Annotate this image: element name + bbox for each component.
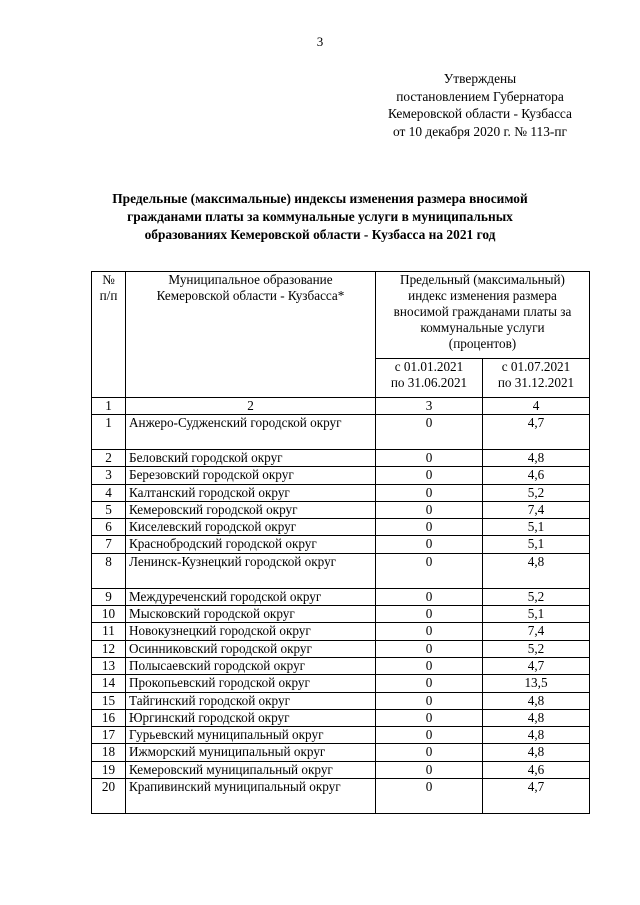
index-value-h2: 5,2	[483, 640, 590, 657]
header-municipality-line: Муниципальное образование	[168, 272, 333, 287]
table-row	[92, 761, 590, 778]
municipality-name: Кемеровский городской округ	[126, 501, 376, 518]
column-number: 1	[92, 398, 126, 415]
index-value-h2: 4,8	[483, 553, 590, 588]
table-row	[92, 709, 590, 726]
index-value-h2: 13,5	[483, 675, 590, 692]
index-value-h1: 0	[376, 467, 483, 484]
column-number: 2	[126, 398, 376, 415]
header-index-line: (процентов)	[448, 336, 517, 351]
municipality-name: Ленинск-Кузнецкий городской округ	[126, 553, 376, 588]
row-number: 14	[92, 675, 126, 692]
municipality-name: Междуреченский городской округ	[126, 588, 376, 605]
row-number: 18	[92, 744, 126, 761]
index-value-h1: 0	[376, 415, 483, 450]
table-row	[92, 606, 590, 623]
index-value-h2: 4,6	[483, 761, 590, 778]
table-row	[92, 553, 590, 588]
table-row	[92, 640, 590, 657]
header-period-line: с 01.07.2021	[501, 359, 571, 374]
row-number: 19	[92, 761, 126, 778]
municipality-name: Осинниковский городской округ	[126, 640, 376, 657]
municipality-name: Анжеро-Судженский городской округ	[126, 415, 376, 450]
row-number: 15	[92, 692, 126, 709]
municipality-name: Киселевский городской округ	[126, 519, 376, 536]
index-value-h1: 0	[376, 709, 483, 726]
header-row	[92, 272, 590, 359]
header-index-line: Предельный (максимальный)	[400, 272, 565, 287]
municipality-name: Березовский городской округ	[126, 467, 376, 484]
index-value-h2: 5,1	[483, 536, 590, 553]
index-value-h1: 0	[376, 623, 483, 640]
municipality-name: Прокопьевский городской округ	[126, 675, 376, 692]
index-value-h2: 7,4	[483, 623, 590, 640]
municipality-name: Краснобродский городской округ	[126, 536, 376, 553]
index-value-h2: 5,2	[483, 484, 590, 501]
municipality-name: Кемеровский муниципальный округ	[126, 761, 376, 778]
index-value-h2: 5,1	[483, 519, 590, 536]
header-period-1	[376, 359, 483, 398]
table-row	[92, 519, 590, 536]
header-index-line: индекс изменения размера	[408, 288, 557, 303]
municipality-name: Гурьевский муниципальный округ	[126, 727, 376, 744]
row-number: 6	[92, 519, 126, 536]
municipality-name: Мысковский городской округ	[126, 606, 376, 623]
row-number: 2	[92, 450, 126, 467]
index-value-h1: 0	[376, 450, 483, 467]
index-value-h1: 0	[376, 484, 483, 501]
table-row	[92, 727, 590, 744]
table-row	[92, 675, 590, 692]
row-number: 7	[92, 536, 126, 553]
municipality-name: Крапивинский муниципальный округ	[126, 779, 376, 814]
header-period-line: с 01.01.2021	[394, 359, 464, 374]
row-number: 11	[92, 623, 126, 640]
municipality-name: Беловский городской округ	[126, 450, 376, 467]
row-number: 8	[92, 553, 126, 588]
header-municipality-line: Кемеровской области - Кузбасса*	[156, 288, 345, 303]
row-number: 16	[92, 709, 126, 726]
row-number: 10	[92, 606, 126, 623]
row-number: 9	[92, 588, 126, 605]
table-row	[92, 588, 590, 605]
approval-line: постановлением Губернатора	[396, 88, 564, 104]
table-row	[92, 467, 590, 484]
title-line: гражданами платы за коммунальные услуги в муниципальных	[127, 209, 513, 224]
index-table	[91, 271, 590, 814]
row-number: 5	[92, 501, 126, 518]
index-value-h1: 0	[376, 657, 483, 674]
index-value-h1: 0	[376, 727, 483, 744]
municipality-name: Калтанский городской округ	[126, 484, 376, 501]
index-value-h2: 7,4	[483, 501, 590, 518]
municipality-name: Тайгинский городской округ	[126, 692, 376, 709]
title-line: Предельные (максимальные) индексы изменения размера вносимой	[112, 191, 528, 206]
municipality-name: Юргинский городской округ	[126, 709, 376, 726]
municipality-name: Новокузнецкий городской округ	[126, 623, 376, 640]
header-period-line: по 31.06.2021	[390, 375, 468, 390]
column-number: 4	[483, 398, 590, 415]
row-number: 17	[92, 727, 126, 744]
index-value-h1: 0	[376, 761, 483, 778]
municipality-name: Полысаевский городской округ	[126, 657, 376, 674]
table-row	[92, 536, 590, 553]
row-number: 3	[92, 467, 126, 484]
index-value-h2: 4,8	[483, 744, 590, 761]
approval-line: Утверждены	[443, 71, 517, 86]
header-period-line: по 31.12.2021	[497, 375, 575, 390]
index-value-h1: 0	[376, 536, 483, 553]
approval-line: от 10 декабря 2020 г. № 113-пг	[392, 123, 568, 139]
index-value-h2: 4,7	[483, 657, 590, 674]
index-value-h2: 4,8	[483, 450, 590, 467]
index-value-h1: 0	[376, 692, 483, 709]
index-value-h2: 4,7	[483, 779, 590, 814]
index-value-h2: 4,8	[483, 709, 590, 726]
index-value-h1: 0	[376, 553, 483, 588]
index-value-h1: 0	[376, 519, 483, 536]
table-row	[92, 415, 590, 450]
index-value-h2: 4,7	[483, 415, 590, 450]
header-index-line: вносимой гражданами платы за	[393, 304, 572, 319]
row-number: 13	[92, 657, 126, 674]
index-value-h2: 4,8	[483, 727, 590, 744]
table-row	[92, 744, 590, 761]
header-municipality	[126, 272, 376, 398]
table-row	[92, 779, 590, 814]
index-value-h1: 0	[376, 744, 483, 761]
table-row	[92, 692, 590, 709]
header-number	[92, 272, 126, 398]
header-number-line: п/п	[99, 288, 118, 303]
index-value-h2: 4,6	[483, 467, 590, 484]
table-row	[92, 450, 590, 467]
approval-block	[350, 70, 610, 140]
title-line: образованиях Кемеровской области - Кузбасса на 2021 год	[144, 227, 496, 242]
header-index	[376, 272, 590, 359]
index-value-h1: 0	[376, 640, 483, 657]
document-title	[60, 190, 580, 244]
table-row	[92, 657, 590, 674]
row-number: 1	[92, 415, 126, 450]
index-value-h1: 0	[376, 779, 483, 814]
row-number: 12	[92, 640, 126, 657]
index-value-h1: 0	[376, 501, 483, 518]
header-number-line: №	[102, 272, 115, 287]
row-number: 4	[92, 484, 126, 501]
index-value-h2: 5,2	[483, 588, 590, 605]
column-number-row	[92, 398, 590, 415]
page-number: 3	[316, 34, 324, 49]
index-value-h2: 5,1	[483, 606, 590, 623]
index-value-h1: 0	[376, 588, 483, 605]
index-value-h1: 0	[376, 675, 483, 692]
table-row	[92, 484, 590, 501]
index-value-h2: 4,8	[483, 692, 590, 709]
municipality-name: Ижморский муниципальный округ	[126, 744, 376, 761]
approval-line: Кемеровской области - Кузбасса	[388, 106, 572, 121]
index-value-h1: 0	[376, 606, 483, 623]
header-index-line: коммунальные услуги	[420, 320, 545, 335]
column-number: 3	[376, 398, 483, 415]
table-row	[92, 623, 590, 640]
row-number: 20	[92, 779, 126, 814]
table-row	[92, 501, 590, 518]
header-period-2	[483, 359, 590, 398]
